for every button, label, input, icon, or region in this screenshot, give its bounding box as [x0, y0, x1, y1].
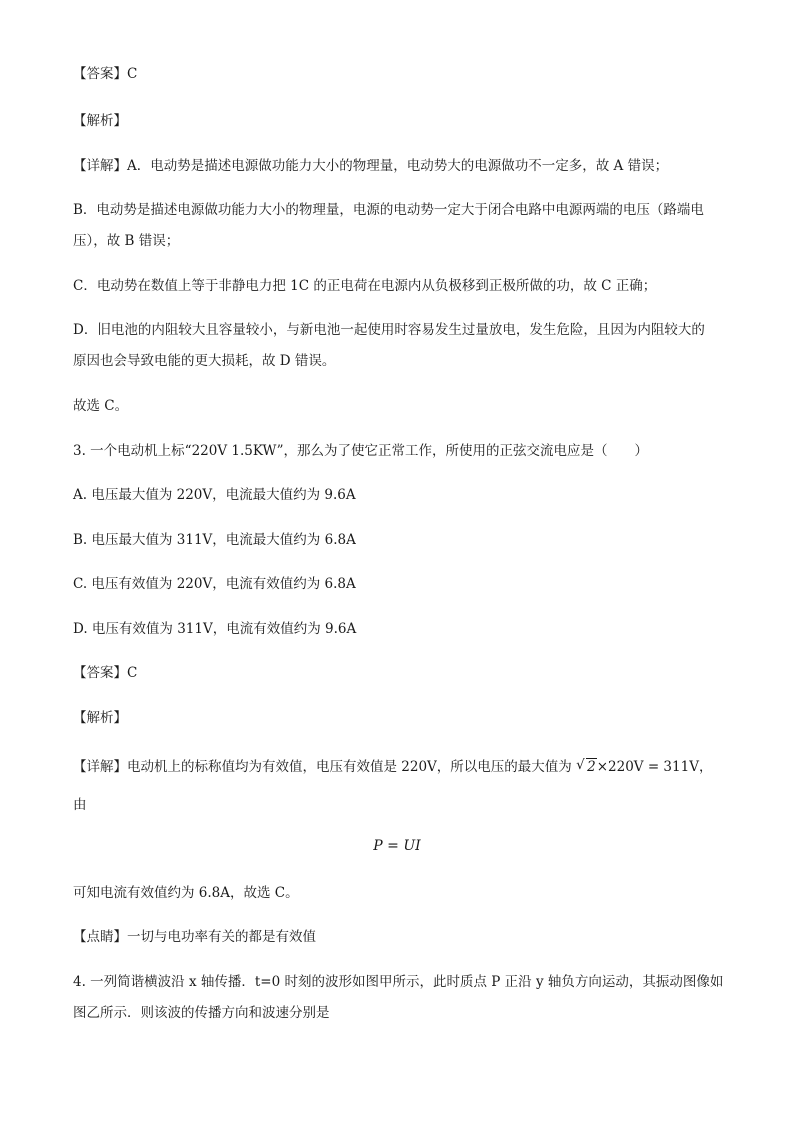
q3-option-c: C. 电压有效值为 220V，电流有效值约为 6.8A — [73, 576, 356, 592]
q2-detail-d-line2: 原因也会导致电能的更大损耗，故 D 错误。 — [73, 353, 336, 369]
q3-answer: 【答案】C — [73, 665, 138, 681]
q4-stem-line2: 图乙所示．则该波的传播方向和波速分别是 — [73, 1005, 330, 1021]
q2-conclusion: 故选 C。 — [73, 398, 129, 414]
q3-detail-text: 【详解】电动机上的标称值均为有效值，电压有效值是 220V，所以电压的最大值为 — [73, 759, 572, 775]
q3-formula: P = UI — [373, 838, 421, 854]
q2-detail-d-line1: D．旧电池的内阻较大且容量较小，与新电池一起使用时容易发生过量放电，发生危险，且因为内阻较大的 — [73, 322, 705, 338]
q4-stem-line1: 4. 一列简谐横波沿 x 轴传播．t=0 时刻的波形如图甲所示，此时质点 P 正沿 y 轴负方向运动，其振动图像如 — [73, 974, 724, 990]
q3-option-a: A. 电压最大值为 220V，电流最大值约为 9.6A — [73, 487, 356, 503]
sqrt-symbol: √ 2 — [576, 757, 596, 775]
q3-tip: 【点睛】一切与电功率有关的都是有效值 — [73, 929, 316, 945]
q3-stem: 3. 一个电动机上标“220V 1.5KW”，那么为了使它正常工作，所使用的正弦交流电应是（ ） — [73, 443, 648, 459]
q2-analysis-heading: 【解析】 — [73, 113, 127, 129]
q3-detail-formula: √ 2×220V = 311V， — [576, 757, 713, 775]
q2-detail-b-line2: 压），故 B 错误； — [73, 233, 180, 249]
q3-detail-continuation: 由 — [73, 797, 87, 813]
q2-detail-a: 【详解】A．电动势是描述电源做功能力大小的物理量，电动势大的电源做功不一定多，故 A 错误； — [73, 158, 669, 174]
q3-option-d: D. 电压有效值为 311V，电流有效值约为 9.6A — [73, 621, 357, 637]
q3-option-b: B. 电压最大值为 311V，电流最大值约为 6.8A — [73, 532, 356, 548]
q3-analysis-heading: 【解析】 — [73, 710, 127, 726]
q3-result: 可知电流有效值约为 6.8A，故选 C。 — [73, 885, 299, 901]
q3-detail-line — [73, 757, 712, 777]
q2-answer: 【答案】C — [73, 66, 138, 82]
q2-detail-b-line1: B．电动势是描述电源做功能力大小的物理量，电源的电动势一定大于闭合电路中电源两端的电压（路端电 — [73, 202, 704, 218]
q2-detail-c: C．电动势在数值上等于非静电力把 1C 的正电荷在电源内从负极移到正极所做的功，故 C 正确； — [73, 278, 657, 294]
